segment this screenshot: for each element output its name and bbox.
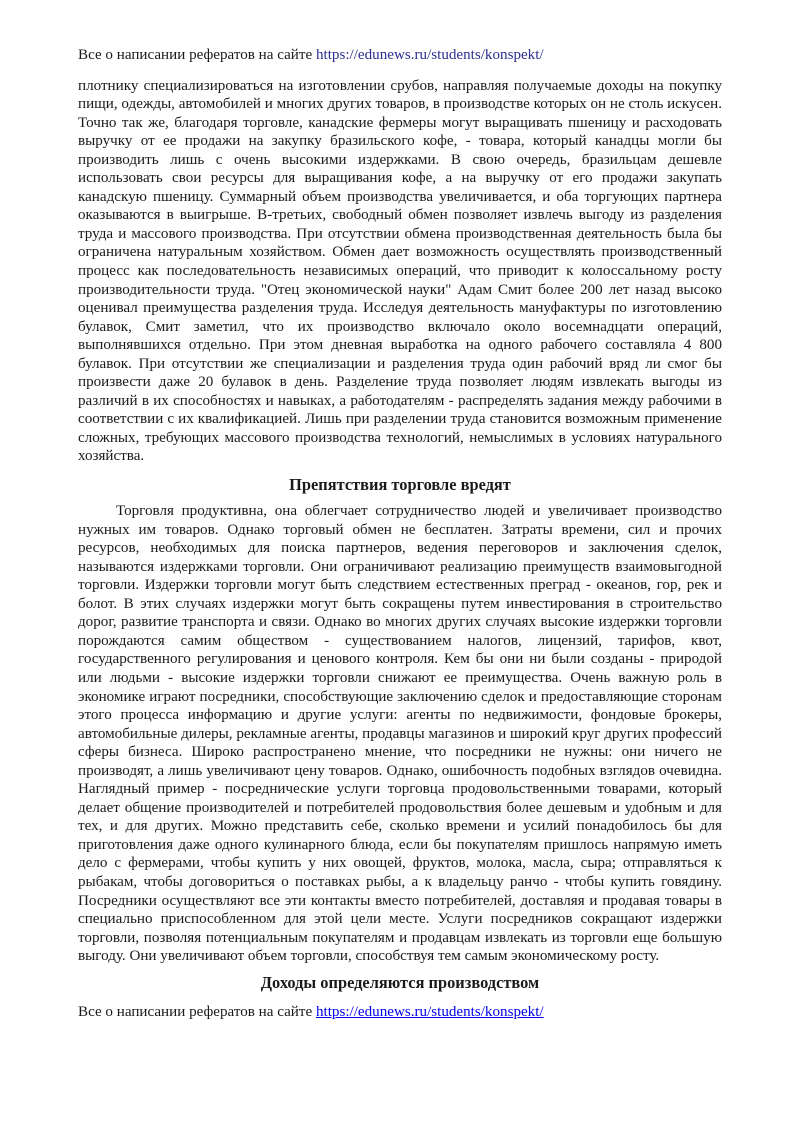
footer-link[interactable]: https://edunews.ru/students/konspekt/ [315,1003,544,1020]
section-heading-trade-barriers: Препятствия торговле вредят [289,475,511,495]
document-page [78,46,722,1021]
header-link[interactable]: https://edunews.ru/students/konspekt/ [315,47,544,63]
page-footer [78,1003,722,1022]
body-paragraph-2: Торговля продуктивна, она облегчает сотрудничество людей и увеличивает производство нужных им товаров. Однако торговый обмен не бесплатен. Затраты времени, сил и прочих ресурсов, необходимых для поиска партнеров, ведения переговоров и заключения сделок, называются издержками торговли. Они ограничивают реализацию преимуществ взаимовыгодной торговли. Издержки торговли могут быть следствием естественных преград - океанов, гор, рек и болот. В этих случаях издержки могут быть сокращены путем инвестирования в строительство дорог, развитие транспорта и связи. Однако во многих других случаях высокие издержки торговли порождаются самим обществом - существованием налогов, лицензий, тарифов, квот, государственного регулирования и ценового контроля. Кем бы они ни были созданы - природой или людьми - высокие издержки торговли снижают ее преимущества. Очень важную роль в экономике играют посредники, способствующие заключению сделок и предоставляющие сторонам этого процесса информацию и другие услуги: агенты по недвижимости, фондовые брокеры, автомобильные дилеры, рекламные агенты, продавцы магазинов и широкий круг других профессий сферы бизнеса. Широко распространено мнение, что посредники не нужны: они ничего не производят, а лишь увеличивают цену товаров. Однако, ошибочность подобных взглядов очевидна. Наглядный пример - посреднические услуги торговца продовольственными товарами, который делает общение производителей и потребителей продовольствия более дешевым и удобным и для тех, и для других. Можно представить себе, сколько времени и усилий понадобилось бы для приготовления даже одного кулинарного блюда, если бы покупателям пришлось напрямую иметь дело с фермерами, чтобы купить у них овощей, фруктов, молока, масла, сыра; отправляться к рыбакам, чтобы договориться о поставках рыбы, а к владельцу ранчо - чтобы купить говядину. Посредники осуществляют все эти контакты вместо потребителей, доставляя и продавая товары в специально приспособленном для этой цели месте. Услуги посредников сокращают издержки торговли, позволяя потенциальным покупателям и продавцам извлекать из торговли еще большую выгоду. Они увеличивают объем торговли, способствуя тем самым экономическому росту. [78,503,722,965]
page-header [78,46,722,65]
header-text: Все о написании рефератов на сайте [78,47,313,63]
body-paragraph-1: плотнику специализироваться на изготовлении срубов, направляя получаемые доходы на покупку пищи, одежды, автомобилей и многих других товаров, в производстве которых он не столь искусен. Точно так же, благодаря торговле, канадские фермеры могут выращивать пшеницу и расходовать выручку от ее продажи на закупку бразильского кофе, - товара, который канадцы могли бы производить лишь с очень высокими издержками. В свою очередь, бразильцам дешевле использовать свои ресурсы для выращивания кофе, а на выручку от его продажи закупать канадскую пшеницу. Суммарный объем производства увеличивается, и оба торгующих партнера оказываются в выигрыше. В-третьих, свободный обмен позволяет извлечь выгоду из разделения труда и массового производства. При отсутствии обмена производственная деятельность была бы ограничена натуральным хозяйством. Обмен дает возможность осуществлять производственный процесс как последовательность независимых операций, что приводит к колоссальному росту производительности труда. "Отец экономической науки" Адам Смит более 200 лет назад высоко оценивал преимущества разделения труда. Исследуя деятельность мануфактуры по изготовлению булавок, Смит заметил, что их производство включало около восемнадцати операций, выполнявшихся отдельно. При этом дневная выработка на одного рабочего составляла 4 800 булавок. При отсутствии же специализации и разделения труда один рабочий вряд ли смог бы произвести даже 20 булавок в день. Разделение труда позволяет людям извлекать выгоды из различий в их способностях и навыках, а работодателям - распределять задания между рабочими в соответствии с их квалификацией. Лишь при разделении труда становится возможным применение сложных, требующих массового производства технологий, немыслимых в условиях натурального хозяйства. [78,77,722,465]
section-heading-income: Доходы определяются производством [260,972,540,992]
footer-text: Все о написании рефератов на сайте [78,1003,313,1020]
